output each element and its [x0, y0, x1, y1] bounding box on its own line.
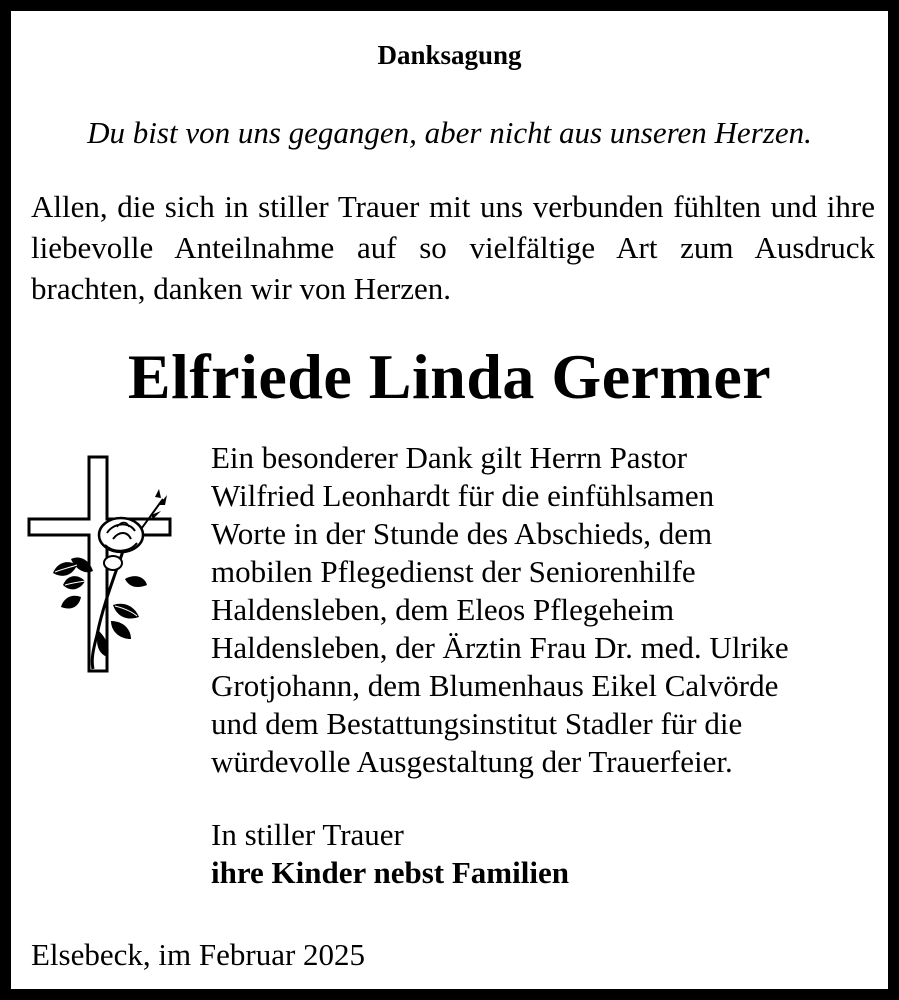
motto: Du bist von uns gegangen, aber nicht aus unseren Herzen.: [87, 115, 812, 150]
cross-with-rose-icon: [27, 455, 179, 673]
closing-block: [211, 816, 569, 892]
thanks-line: und dem Bestattungsinstitut Stadler für die: [211, 706, 743, 741]
closing-lead: In stiller Trauer: [211, 817, 404, 852]
thanks-line: Worte in der Stunde des Abschieds, dem: [211, 516, 713, 551]
closing-signature: ihre Kinder nebst Familien: [211, 855, 569, 890]
thanks-line: würdevolle Ausgestaltung der Trauerfeier.: [211, 744, 733, 779]
thanks-line: Wilfried Leonhardt für die einfühlsamen: [211, 478, 715, 513]
intro-text: Allen, die sich in stiller Trauer mit uns verbunden fühlten und ihre liebevolle Anteilnahme auf so vielfältige Art zum Ausdruck brachten, danken wir von Herzen.: [31, 189, 875, 306]
place-date: Elsebeck, im Februar 2025: [31, 937, 366, 972]
thanks-line: Haldensleben, der Ärztin Frau Dr. med. Ulrike: [211, 630, 789, 665]
heading: Danksagung: [377, 40, 522, 70]
deceased-name: Elfriede Linda Germer: [127, 341, 772, 412]
thanks-line: Grotjohann, dem Blumenhaus Eikel Calvörde: [211, 668, 779, 703]
thanks-line: Ein besonderer Dank gilt Herrn Pastor: [211, 440, 688, 475]
thanks-line: Haldensleben, dem Eleos Pflegeheim: [211, 592, 675, 627]
thanks-paragraph: [211, 439, 891, 781]
thanks-line: mobilen Pflegedienst der Seniorenhilfe: [211, 554, 696, 589]
